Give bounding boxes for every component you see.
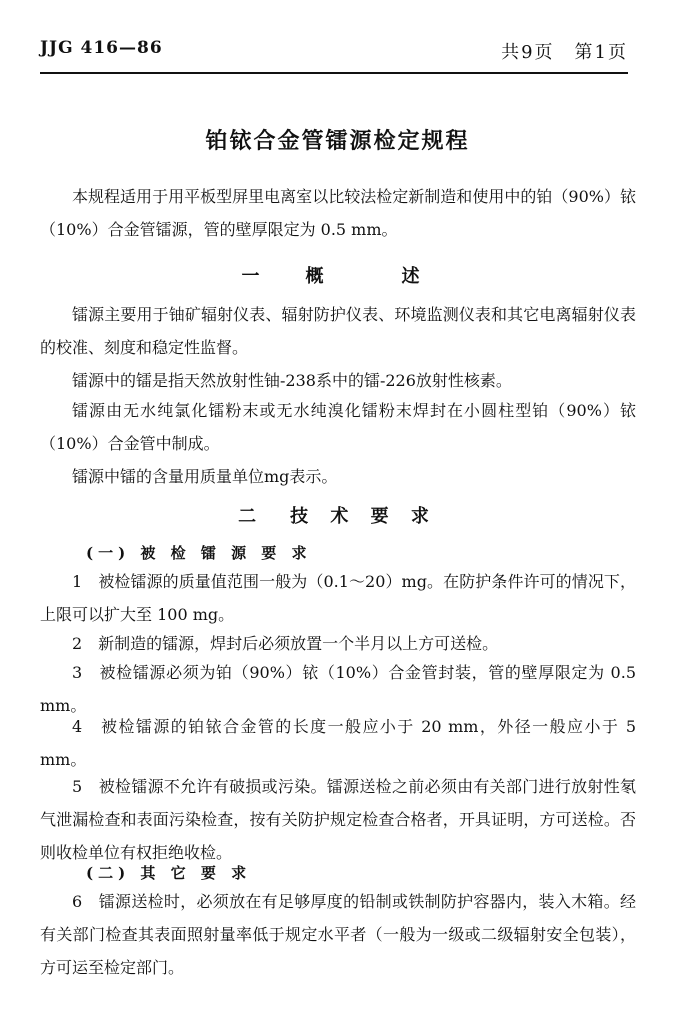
subsection-heading-source-requirements: (一) 被 检 镭 源 要 求 xyxy=(86,544,312,562)
overview-paragraph-2: 镭源中的镭是指天然放射性铀-238系中的镭-226放射性核素。 xyxy=(72,371,512,390)
overview-paragraph-1: 镭源主要用于铀矿辐射仪表、辐射防护仪表、环境监测仪表和其它电离辐射仪表的校准、刻度和稳定性监督。 xyxy=(40,305,636,357)
subsection-heading-other-requirements: (二) 其 它 要 求 xyxy=(86,864,252,882)
page-header xyxy=(40,38,628,78)
requirement-item-2: 2 新制造的镭源，焊封后必须放置一个半月以上方可送检。 xyxy=(72,634,499,653)
document-title: 铂铱合金管镭源检定规程 xyxy=(205,129,470,154)
requirement-item-6: 6 镭源送检时，必须放在有足够厚度的铅制或铁制防护容器内，装入木箱。经有关部门检查其表面照射量率低于规定水平者（一般为一级或二级辐射安全包装），方可运至检定部门。 xyxy=(40,892,636,977)
overview-paragraph-3: 镭源由无水纯氯化镭粉末或无水纯溴化镭粉末焊封在小圆柱型铂（90%）铱（10%）合金管中制成。 xyxy=(40,401,636,453)
requirement-item-3: 3 被检镭源必须为铂（90%）铱（10%）合金管封装，管的壁厚限定为 0.5 mm。 xyxy=(40,663,636,715)
section-heading-technical: 二 技 术 要 求 xyxy=(238,506,437,527)
requirement-item-5: 5 被检镭源不允许有破损或污染。镭源送检之前必须由有关部门进行放射性氡气泄漏检查和表面污染检查，按有关防护规定检查合格者，开具证明，方可送检。否则收检单位有权拒绝收检。 xyxy=(40,777,636,862)
requirement-item-4: 4 被检镭源的铂铱合金管的长度一般应小于 20 mm，外径一般应小于 5 mm。 xyxy=(40,717,636,769)
overview-paragraph-4: 镭源中镭的含量用质量单位mg表示。 xyxy=(72,467,338,486)
section-heading-overview: 一 概 述 xyxy=(241,266,434,287)
page-number: 共9页 第1页 xyxy=(501,42,628,63)
requirement-item-1: 1 被检镭源的质量值范围一般为（0.1～20）mg。在防护条件许可的情况下，上限可以扩大至 100 mg。 xyxy=(40,572,636,624)
header-rule xyxy=(40,72,628,74)
intro-paragraph: 本规程适用于用平板型屏里电离室以比较法检定新制造和使用中的铂（90%）铱（10%）合金管镭源，管的壁厚限定为 0.5 mm。 xyxy=(40,187,636,239)
standard-code: JJG 416—86 xyxy=(40,38,163,58)
